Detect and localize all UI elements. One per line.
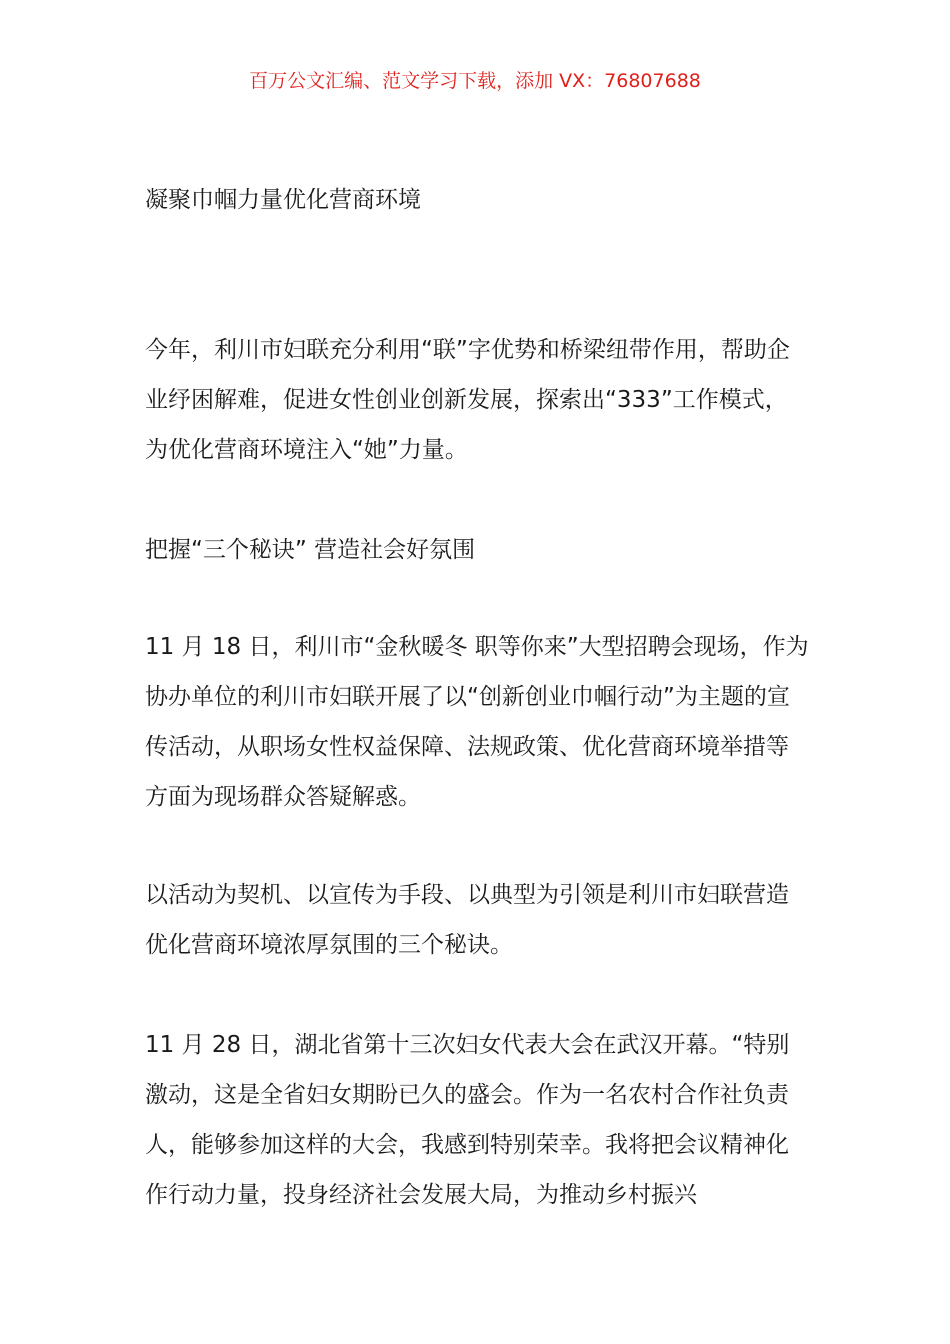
body-paragraph-3: 11 月 28 日，湖北省第十三次妇女代表大会在武汉开幕。“特别激动，这是全省妇女期盼已久的盛会。作为一名农村合作社负责人，能够参加这样的大会，我感到特别荣幸。我将把会议精神化作行动力量，投身经济社会发展大局，为推动乡村振兴: [145, 1032, 790, 1208]
document-title: 凝聚巾帼力量优化营商环境: [145, 187, 421, 213]
body-paragraph-1: 11 月 18 日，利川市“金秋暖冬 职等你来”大型招聘会现场，作为协办单位的利川市妇联开展了以“创新创业巾帼行动”为主题的宣传活动，从职场女性权益保障、法规政策、优化营商环境举措等方面为现场群众答疑解惑。: [145, 634, 809, 810]
body-paragraph-2: 以活动为契机、以宣传为手段、以典型为引领是利川市妇联营造优化营商环境浓厚氛围的三个秘诀。: [145, 882, 789, 958]
header-banner: 百万公文汇编、范文学习下载，添加 VX：76807688: [249, 70, 701, 92]
intro-paragraph: 今年，利川市妇联充分利用“联”字优势和桥梁纽带作用，帮助企业纾困解难，促进女性创业创新发展，探索出“333”工作模式，为优化营商环境注入“她”力量。: [145, 337, 790, 463]
section-heading: 把握“三个秘诀” 营造社会好氛围: [145, 537, 476, 563]
